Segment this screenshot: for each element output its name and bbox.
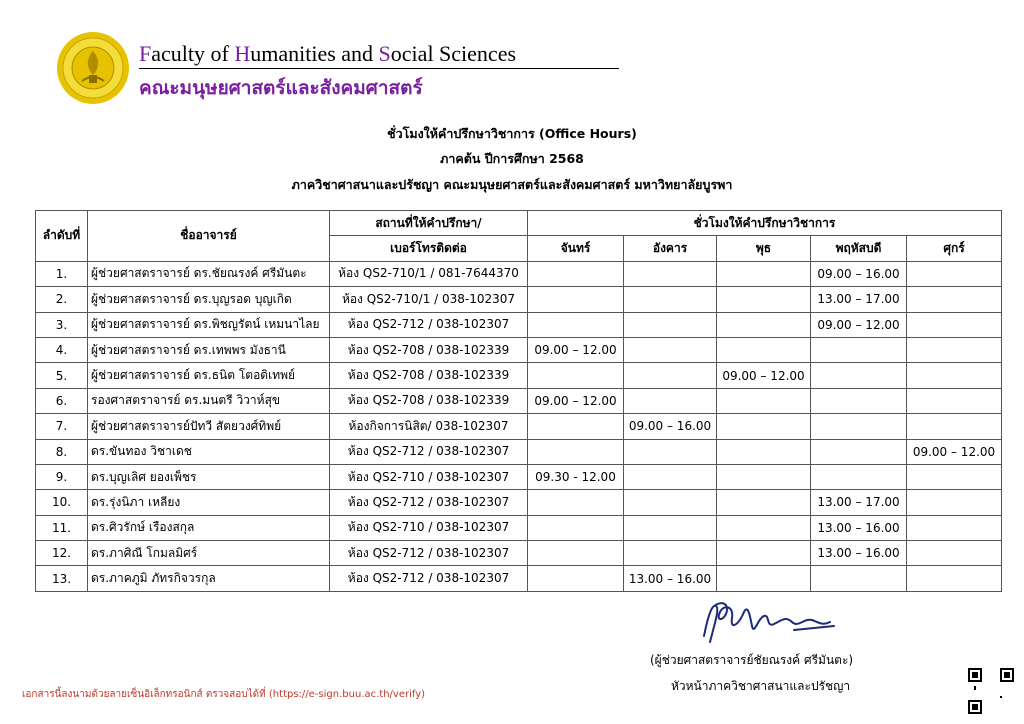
instructor-name: ดร.ภาคภูมิ ภัทรกิจวรกุล: [88, 566, 330, 591]
instructor-name: รองศาสตราจารย์ ดร.มนตรี วิวาห์สุข: [88, 388, 330, 413]
header-day-fri: ศุกร์: [907, 236, 1002, 261]
faculty-name-en-part: H: [234, 41, 251, 66]
header-rule: [139, 68, 619, 69]
hours-wed: [717, 490, 811, 515]
signature-image: [694, 596, 854, 650]
doc-semester: ภาคต้น ปีการศึกษา 2568: [440, 151, 584, 166]
hours-thu: 13.00 – 17.00: [811, 490, 907, 515]
table-row: [36, 337, 1002, 362]
hours-wed: [717, 312, 811, 337]
hours-wed: [717, 287, 811, 312]
hours-fri: [907, 464, 1002, 489]
header-no: ลำดับที่: [36, 211, 88, 262]
hours-wed: [717, 337, 811, 362]
hours-fri: [907, 388, 1002, 413]
qr-code-icon[interactable]: [968, 668, 1014, 714]
hours-fri: [907, 337, 1002, 362]
header-hours: ชั่วโมงให้คำปรึกษาวิชาการ: [528, 211, 1002, 236]
header-day-tue: อังคาร: [624, 236, 717, 261]
hours-tue: 09.00 – 16.00: [624, 414, 717, 439]
hours-fri: [907, 261, 1002, 286]
header-location: สถานที่ให้คำปรึกษา/: [330, 211, 528, 236]
row-number: 13.: [36, 566, 88, 591]
hours-fri: [907, 312, 1002, 337]
location-phone: ห้อง QS2-710 / 038-102307: [330, 464, 528, 489]
hours-thu: 13.00 – 17.00: [811, 287, 907, 312]
instructor-name: ดร.ขันทอง วิชาเดช: [88, 439, 330, 464]
location-phone: ห้อง QS2-712 / 038-102307: [330, 566, 528, 591]
hours-thu: [811, 464, 907, 489]
hours-wed: [717, 439, 811, 464]
hours-thu: [811, 363, 907, 388]
hours-thu: [811, 566, 907, 591]
instructor-name: ดร.บุญเลิศ ยองเพ็ชร: [88, 464, 330, 489]
hours-tue: [624, 490, 717, 515]
table-row: [36, 261, 1002, 286]
table-row: [36, 515, 1002, 540]
instructor-name: ผู้ช่วยศาสตราจารย์ ดร.พิชญรัตน์ เหมนาไลย: [88, 312, 330, 337]
table-row: [36, 312, 1002, 337]
hours-thu: [811, 414, 907, 439]
location-phone: ห้อง QS2-712 / 038-102307: [330, 312, 528, 337]
hours-thu: 09.00 – 12.00: [811, 312, 907, 337]
header-day-thu: พฤหัสบดี: [811, 236, 907, 261]
header-day-mon: จันทร์: [528, 236, 624, 261]
hours-mon: [528, 566, 624, 591]
location-phone: ห้อง QS2-712 / 038-102307: [330, 541, 528, 566]
hours-fri: 09.00 – 12.00: [907, 439, 1002, 464]
hours-mon: [528, 541, 624, 566]
hours-tue: [624, 312, 717, 337]
hours-thu: [811, 388, 907, 413]
hours-thu: 09.00 – 16.00: [811, 261, 907, 286]
hours-thu: 13.00 – 16.00: [811, 515, 907, 540]
faculty-name-en: [139, 41, 516, 67]
instructor-name: ผู้ช่วยศาสตราจารย์ ดร.บุญรอด บุญเกิด: [88, 287, 330, 312]
row-number: 3.: [36, 312, 88, 337]
hours-mon: 09.30 - 12.00: [528, 464, 624, 489]
hours-fri: [907, 287, 1002, 312]
location-phone: ห้อง QS2-712 / 038-102307: [330, 439, 528, 464]
office-hours-table: [35, 210, 1002, 592]
header-day-wed: พุธ: [717, 236, 811, 261]
hours-mon: [528, 363, 624, 388]
hours-wed: 09.00 – 12.00: [717, 363, 811, 388]
hours-mon: [528, 312, 624, 337]
hours-tue: [624, 287, 717, 312]
hours-mon: 09.00 – 12.00: [528, 337, 624, 362]
faculty-name-en-part: F: [139, 41, 152, 66]
table-row: [36, 388, 1002, 413]
hours-fri: [907, 566, 1002, 591]
row-number: 4.: [36, 337, 88, 362]
hours-wed: [717, 541, 811, 566]
table-row: [36, 566, 1002, 591]
instructor-name: ผู้ช่วยศาสตราจารย์ปัทวี สัตยวงศ์ทิพย์: [88, 414, 330, 439]
hours-tue: [624, 439, 717, 464]
hours-mon: [528, 515, 624, 540]
row-number: 7.: [36, 414, 88, 439]
faculty-name-en-part: ocial Sciences: [390, 41, 517, 66]
row-number: 2.: [36, 287, 88, 312]
hours-wed: [717, 515, 811, 540]
instructor-name: ผู้ช่วยศาสตราจารย์ ดร.เทพพร มังธานี: [88, 337, 330, 362]
location-phone: ห้องกิจการนิสิต/ 038-102307: [330, 414, 528, 439]
row-number: 5.: [36, 363, 88, 388]
table-row: [36, 464, 1002, 489]
hours-tue: [624, 337, 717, 362]
signatory-position: หัวหน้าภาควิชาศาสนาและปรัชญา: [671, 679, 851, 693]
row-number: 10.: [36, 490, 88, 515]
location-phone: ห้อง QS2-708 / 038-102339: [330, 363, 528, 388]
faculty-name-en-part: umanities and: [250, 41, 379, 66]
hours-wed: [717, 261, 811, 286]
hours-fri: [907, 490, 1002, 515]
hours-thu: [811, 337, 907, 362]
hours-fri: [907, 515, 1002, 540]
university-seal-icon: [56, 31, 130, 105]
row-number: 1.: [36, 261, 88, 286]
hours-tue: 13.00 – 16.00: [624, 566, 717, 591]
hours-wed: [717, 566, 811, 591]
row-number: 8.: [36, 439, 88, 464]
table-row: [36, 439, 1002, 464]
hours-wed: [717, 388, 811, 413]
instructor-name: ดร.ภาศิณี โกมลมิศร์: [88, 541, 330, 566]
hours-wed: [717, 464, 811, 489]
row-number: 11.: [36, 515, 88, 540]
location-phone: ห้อง QS2-712 / 038-102307: [330, 490, 528, 515]
instructor-name: ดร.รุ่งนิภา เหลียง: [88, 490, 330, 515]
hours-fri: [907, 363, 1002, 388]
table-row: [36, 287, 1002, 312]
hours-tue: [624, 388, 717, 413]
e-sign-footnote: เอกสารนี้ลงนามด้วยลายเซ็นอิเล็กทรอนิกส์ ตรวจสอบได้ที่ (https://e-sign.buu.ac.th/verify): [22, 689, 426, 700]
hours-thu: [811, 439, 907, 464]
row-number: 6.: [36, 388, 88, 413]
header-phone: เบอร์โทรติดต่อ: [330, 236, 528, 261]
table-row: [36, 363, 1002, 388]
row-number: 12.: [36, 541, 88, 566]
signatory-name: (ผู้ช่วยศาสตราจารย์ชัยณรงค์ ศรีมันตะ): [650, 653, 854, 667]
location-phone: ห้อง QS2-710/1 / 081-7644370: [330, 261, 528, 286]
hours-mon: 09.00 – 12.00: [528, 388, 624, 413]
location-phone: ห้อง QS2-710/1 / 038-102307: [330, 287, 528, 312]
header-name: ชื่ออาจารย์: [88, 211, 330, 262]
faculty-name-en-part: S: [378, 41, 391, 66]
location-phone: ห้อง QS2-708 / 038-102339: [330, 388, 528, 413]
hours-tue: [624, 515, 717, 540]
hours-tue: [624, 464, 717, 489]
faculty-name-en-part: aculty of: [151, 41, 235, 66]
hours-mon: [528, 439, 624, 464]
location-phone: ห้อง QS2-710 / 038-102307: [330, 515, 528, 540]
hours-mon: [528, 287, 624, 312]
hours-tue: [624, 541, 717, 566]
hours-wed: [717, 414, 811, 439]
table-row: [36, 490, 1002, 515]
doc-department: ภาควิชาศาสนาและปรัชญา คณะมนุษยศาสตร์และสังคมศาสตร์ มหาวิทยาลัยบูรพา: [291, 177, 733, 192]
hours-thu: 13.00 – 16.00: [811, 541, 907, 566]
instructor-name: ดร.ศิวรักษ์ เรืองสกุล: [88, 515, 330, 540]
instructor-name: ผู้ช่วยศาสตราจารย์ ดร.ธนิต โตอดิเทพย์: [88, 363, 330, 388]
hours-tue: [624, 261, 717, 286]
hours-mon: [528, 414, 624, 439]
hours-fri: [907, 541, 1002, 566]
hours-mon: [528, 490, 624, 515]
hours-mon: [528, 261, 624, 286]
location-phone: ห้อง QS2-708 / 038-102339: [330, 337, 528, 362]
table-row: [36, 414, 1002, 439]
row-number: 9.: [36, 464, 88, 489]
instructor-name: ผู้ช่วยศาสตราจารย์ ดร.ชัยณรงค์ ศรีมันตะ: [88, 261, 330, 286]
hours-fri: [907, 414, 1002, 439]
faculty-name-th: คณะมนุษยศาสตร์และสังคมศาสตร์: [139, 77, 423, 99]
doc-title: ชั่วโมงให้คำปรึกษาวิชาการ (Office Hours): [387, 126, 637, 141]
table-row: [36, 541, 1002, 566]
hours-tue: [624, 363, 717, 388]
